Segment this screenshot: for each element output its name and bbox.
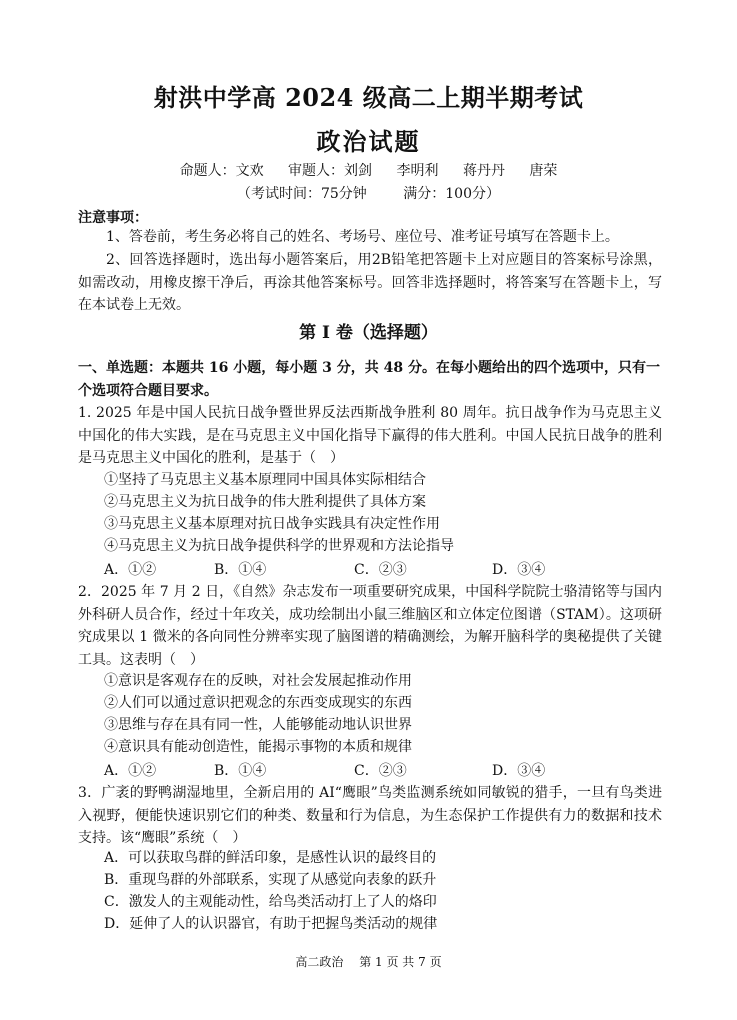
reviewer-3: 蒋丹丹 — [462, 163, 505, 179]
q2-choice-d: D．③④ — [492, 763, 546, 779]
q2-choices — [104, 760, 584, 782]
question-3-stem: 3．广袤的野鸭湖湿地里，全新启用的 AI“鹰眼”鸟类监测系统如同敏锐的猎手，一旦有鸟类进入视野，便能快速识别它们的种类、数量和行为信息，为生态保护工作提供有力的数据和技术支持。该“鹰眼”系统（ ） — [78, 785, 662, 846]
page-footer: 高二政治 第 1 页 共 7 页 — [295, 955, 442, 969]
q2-statement-3: ③思维与存在具有同一性，人能够能动地认识世界 — [104, 717, 412, 733]
q2-choice-a: A．①② — [104, 763, 157, 779]
setter: 命题人：文欢 — [179, 163, 264, 179]
q2-statement-4: ④意识具有能动创造性，能揭示事物的本质和规律 — [104, 739, 412, 755]
q2-choice-b: B．①④ — [214, 763, 267, 779]
reviewer-2: 李明利 — [396, 163, 439, 179]
q1-choices — [104, 559, 584, 581]
exam-staff — [0, 160, 737, 180]
notice-item-2: 2、回答选择题时，选出每小题答案后，用2B铅笔把答题卡上对应题目的答案标号涂黑，如需改动，用橡皮擦干净后，再涂其他答案标号。回答非选择题时，将答案写在答题卡上，写在本试卷上无效。 — [78, 252, 662, 313]
q3-choice-d: D．延伸了人的认识器官，有助于把握鸟类活动的规律 — [104, 916, 438, 932]
q1-statement-4: ④马克思主义为抗日战争提供科学的世界观和方法论指导 — [104, 538, 454, 554]
q1-choice-a: A．①② — [104, 562, 157, 578]
exam-title: 射洪中学高 2024 级高二上期半期考试 — [153, 83, 584, 112]
section-heading: 一、单选题：本题共 16 小题，每小题 3 分，共 48 分。在每小题给出的四个选项中，只有一个选项符合题目要求。 — [78, 360, 660, 399]
exam-time: （考试时间：75分钟 — [236, 186, 367, 202]
q1-statement-2: ②马克思主义为抗日战争的伟大胜利提供了具体方案 — [104, 494, 426, 510]
q3-choice-b: B．重现鸟群的外部联系，实现了从感觉向表象的跃升 — [104, 872, 437, 888]
q2-statement-1: ①意识是客观存在的反映，对社会发展起推动作用 — [104, 673, 412, 689]
notice-item-1: 1、答卷前，考生务必将自己的姓名、考场号、座位号、准考证号填写在答题卡上。 — [106, 229, 619, 245]
question-2-stem: 2．2025 年 7 月 2 日，《自然》杂志发布一项重要研究成果，中国科学院院士骆清铭等与国内外科研人员合作，经过十年攻关，成功绘制出小鼠三维脑区和立体定位图谱（STAM）。这项研究成果以 1 微米的各向同性分辨率实现了脑图谱的精确测绘，为解开脑科学的奥秘提供了关键工具。这表明（ ） — [78, 584, 662, 668]
q2-choice-c: C．②③ — [354, 763, 407, 779]
reviewer-1: 审题人：刘剑 — [288, 163, 373, 179]
section-title: 第 I 卷（选择题） — [299, 323, 438, 343]
q1-choice-c: C．②③ — [354, 562, 407, 578]
notice-title: 注意事项： — [78, 210, 148, 226]
q3-choice-a: A．可以获取鸟群的鲜活印象，是感性认识的最终目的 — [104, 850, 437, 866]
exam-score: 满分：100分） — [403, 186, 500, 202]
q1-choice-d: D．③④ — [492, 562, 546, 578]
exam-info — [0, 183, 737, 203]
question-1-stem: 1. 2025 年是中国人民抗日战争暨世界反法西斯战争胜利 80 周年。抗日战争作为马克思主义中国化的伟大实践，是在马克思主义中国化指导下赢得的伟大胜利。中国人民抗日战争的胜利是马克思主义中国化的胜利，是基于（ ） — [78, 405, 662, 466]
q1-choice-b: B．①④ — [214, 562, 267, 578]
q1-statement-3: ③马克思主义基本原理对抗日战争实践具有决定性作用 — [104, 516, 440, 532]
exam-subject: 政治试题 — [316, 127, 421, 156]
q3-choice-c: C．激发人的主观能动性，给鸟类活动打上了人的烙印 — [104, 894, 437, 910]
q2-statement-2: ②人们可以通过意识把观念的东西变成现实的东西 — [104, 695, 412, 711]
reviewer-4: 唐荣 — [529, 163, 558, 179]
q1-statement-1: ①坚持了马克思主义基本原理同中国具体实际相结合 — [104, 472, 426, 488]
